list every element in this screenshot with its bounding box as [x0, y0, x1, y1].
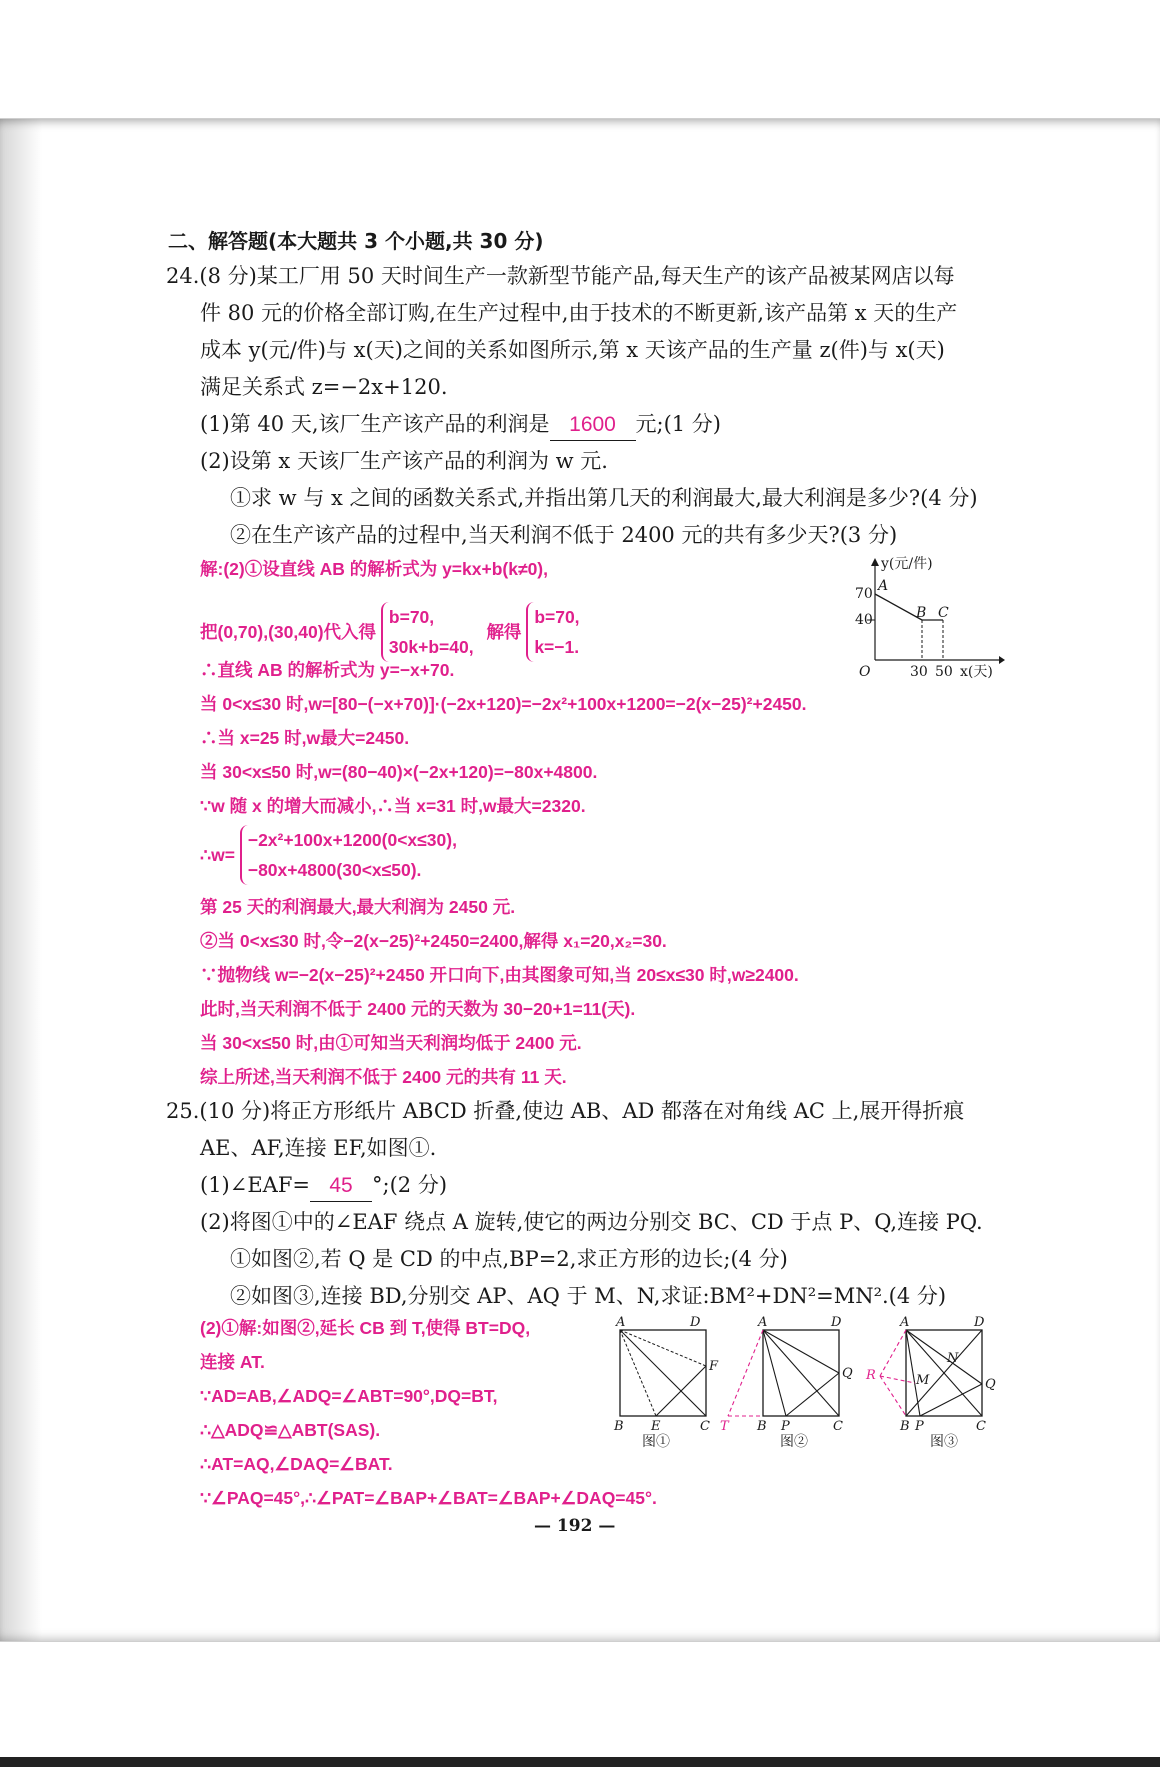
diagonal-ac	[620, 1330, 706, 1416]
q24-sol-10: ②当 0<x≤30 时,令−2(x−25)²+2450=2400,解得 x₁=20,x₂=30.	[200, 931, 667, 951]
q25-part2-sub2: ②如图③,连接 BD,分别交 AP、AQ 于 M、N,求证:BM²+DN²=MN².(4 分)	[230, 1284, 947, 1308]
fig2-label-c: C	[833, 1419, 843, 1434]
fig3-caption: 图③	[930, 1434, 958, 1450]
q25-part1-text: (1)∠EAF=	[200, 1173, 311, 1197]
q24-sol-4: 当 0<x≤30 时,w=[80−(−x+70)]·(−2x+120)=−2x²+100x+1200=−2(x−25)²+2450.	[200, 694, 807, 714]
q24-piecewise-case1: −2x²+100x+1200(0<x≤30),	[247, 830, 457, 850]
q25-sol-3: ∵AD=AB,∠ADQ=∠ABT=90°,DQ=BT,	[200, 1386, 498, 1406]
graph-point-b: B	[916, 605, 927, 621]
fig3-label-c: C	[976, 1419, 986, 1434]
q25-figure-1	[612, 1316, 722, 1450]
q25-part1-answer: 45	[310, 1171, 372, 1202]
graph-y-tick-40: 40	[855, 612, 873, 628]
segment-pq	[786, 1373, 839, 1416]
fig1-label-c: C	[700, 1419, 710, 1434]
segment-aq	[763, 1330, 839, 1373]
fig1-label-e: E	[651, 1419, 661, 1434]
q24-sol-2-text: 把(0,70),(30,40)代入得	[200, 622, 377, 642]
q24-sol-3: ∴直线 AB 的解析式为 y=−x+70.	[200, 660, 455, 680]
q25-sol-5: ∴AT=AQ,∠DAQ=∠BAT.	[200, 1454, 393, 1474]
fig3-label-m: M	[916, 1373, 930, 1388]
q25-sol-4: ∴△ADQ≌△ABT(SAS).	[200, 1420, 381, 1440]
segment-ar	[880, 1330, 906, 1376]
q25-figure-2	[718, 1316, 858, 1450]
q25-figure-3	[860, 1316, 1010, 1450]
q24-cost-graph	[845, 556, 1005, 681]
fig1-caption: 图①	[642, 1434, 670, 1450]
fig3-label-n: N	[947, 1351, 959, 1366]
q25-part2: (2)将图①中的∠EAF 绕点 A 旋转,使它的两边分别交 BC、CD 于点 P、Q,连接 PQ.	[200, 1210, 983, 1234]
segment-rb	[880, 1376, 906, 1416]
q24-system-1	[381, 602, 474, 662]
fig3-label-q: Q	[985, 1377, 996, 1392]
segment-rm	[880, 1376, 915, 1383]
section-title: 二、解答题(本大题共 3 个小题,共 30 分)	[168, 229, 544, 253]
q24-line-1: 24.(8 分)某工厂用 50 天时间生产一款新型节能产品,每天生产的该产品被某网店以每	[166, 264, 955, 288]
q25-part2-sub1: ①如图②,若 Q 是 CD 的中点,BP=2,求正方形的边长;(4 分)	[230, 1247, 788, 1271]
x-axis-arrow	[999, 656, 1005, 664]
fig1-label-f: F	[709, 1359, 719, 1374]
fig2-caption: 图②	[780, 1434, 808, 1450]
segment-at	[728, 1330, 763, 1416]
fig3-label-p: P	[915, 1419, 924, 1434]
q24-part2-sub1: ①求 w 与 x 之间的函数关系式,并指出第几天的利润最大,最大利润是多少?(4 分)	[230, 486, 978, 510]
q25-part1	[200, 1170, 447, 1202]
crease-af	[620, 1330, 706, 1366]
fig1-label-b: B	[614, 1419, 624, 1434]
graph-y-label: y(元/件)	[881, 556, 933, 572]
fig2-label-a: A	[758, 1316, 768, 1330]
q24-part2-sub2: ②在生产该产品的过程中,当天利润不低于 2400 元的共有多少天?(3 分)	[230, 523, 898, 547]
fig3-label-r: R	[866, 1368, 876, 1383]
q24-system-1-eq1: b=70,	[388, 607, 435, 627]
q24-line-4: 满足关系式 z=−2x+120.	[200, 375, 448, 399]
fig3-label-a: A	[900, 1316, 910, 1330]
graph-y-tick-70: 70	[855, 586, 873, 602]
q24-sol-1: 解:(2)①设直线 AB 的解析式为 y=kx+b(k≠0),	[200, 559, 548, 579]
q25-sol-2: 连接 AT.	[200, 1352, 265, 1372]
fig2-label-p: P	[781, 1419, 790, 1434]
q24-sol-8-text: ∴w=	[200, 845, 235, 865]
q24-piecewise	[240, 825, 457, 885]
graph-x-tick-30: 30	[910, 664, 928, 680]
fig3-label-d: D	[974, 1316, 985, 1330]
q24-piecewise-case2: −80x+4800(30<x≤50).	[247, 860, 422, 880]
q24-part2: (2)设第 x 天该厂生产该产品的利润为 w 元.	[200, 449, 608, 473]
q24-sol-5: ∴当 x=25 时,w最大=2450.	[200, 728, 410, 748]
fig1-label-a: A	[616, 1316, 626, 1330]
q24-system-1-eq2: 30k+b=40,	[388, 637, 474, 657]
q24-sol-14: 综上所述,当天利润不低于 2400 元的共有 11 天.	[200, 1067, 567, 1087]
graph-origin: O	[859, 664, 871, 680]
q24-line-2: 件 80 元的价格全部订购,在生产过程中,由于技术的不断更新,该产品第 x 天的生产	[200, 301, 958, 325]
fig2-label-d: D	[831, 1316, 842, 1330]
segment-ab	[875, 594, 922, 620]
q24-part1-answer: 1600	[550, 410, 636, 441]
graph-point-c: C	[938, 605, 949, 621]
q24-system-2-eq2: k=−1.	[534, 637, 580, 657]
q24-line-3: 成本 y(元/件)与 x(天)之间的关系如图所示,第 x 天该产品的生产量 z(件)与 x(天)	[200, 338, 945, 362]
q24-sol-12: 此时,当天利润不低于 2400 元的天数为 30−20+1=11(天).	[200, 999, 636, 1019]
q24-sol-7: ∵w 随 x 的增大而减小,∴当 x=31 时,w最大=2320.	[200, 796, 586, 816]
q24-sol-2	[200, 602, 580, 662]
q24-sol-13: 当 30<x≤50 时,由①可知当天利润均低于 2400 元.	[200, 1033, 582, 1053]
q25-part1-tail: °;(2 分)	[372, 1173, 448, 1197]
q24-part1-text: (1)第 40 天,该厂生产该产品的利润是	[200, 412, 550, 436]
graph-x-tick-50: 50	[935, 664, 953, 680]
q24-sol-2-solve: 解得	[486, 622, 522, 642]
q24-system-2	[526, 602, 579, 662]
q24-system-2-eq1: b=70,	[534, 607, 580, 627]
fig2-label-b: B	[757, 1419, 767, 1434]
graph-x-label: x(天)	[960, 664, 993, 680]
bottom-bar	[0, 1757, 1160, 1767]
page-number: — 192 —	[534, 1516, 616, 1536]
fig2-label-q: Q	[842, 1366, 853, 1381]
q24-sol-6: 当 30<x≤50 时,w=(80−40)×(−2x+120)=−80x+4800.	[200, 762, 598, 782]
fig3-label-b: B	[900, 1419, 910, 1434]
q25-sol-1: (2)①解:如图②,延长 CB 到 T,使得 BT=DQ,	[200, 1318, 531, 1338]
fig2-label-t: T	[720, 1419, 729, 1434]
q24-part1	[200, 409, 721, 441]
y-axis-arrow	[871, 558, 879, 566]
q24-sol-8	[200, 825, 457, 885]
q24-sol-11: ∵抛物线 w=−2(x−25)²+2450 开口向下,由其图象可知,当 20≤x≤30 时,w≥2400.	[200, 965, 799, 985]
q25-line-1: 25.(10 分)将正方形纸片 ABCD 折叠,使边 AB、AD 都落在对角线 AC 上,展开得折痕	[166, 1099, 965, 1123]
fig1-label-d: D	[690, 1316, 701, 1330]
crease-ae	[620, 1330, 656, 1416]
q24-part1-tail: 元;(1 分)	[635, 412, 721, 436]
q24-sol-9: 第 25 天的利润最大,最大利润为 2450 元.	[200, 897, 516, 917]
segment-pq	[920, 1384, 982, 1416]
graph-point-a: A	[878, 578, 889, 594]
q25-sol-6: ∵∠PAQ=45°,∴∠PAT=∠BAP+∠BAT=∠BAP+∠DAQ=45°.	[200, 1488, 657, 1508]
q25-line-2: AE、AF,连接 EF,如图①.	[200, 1136, 437, 1160]
